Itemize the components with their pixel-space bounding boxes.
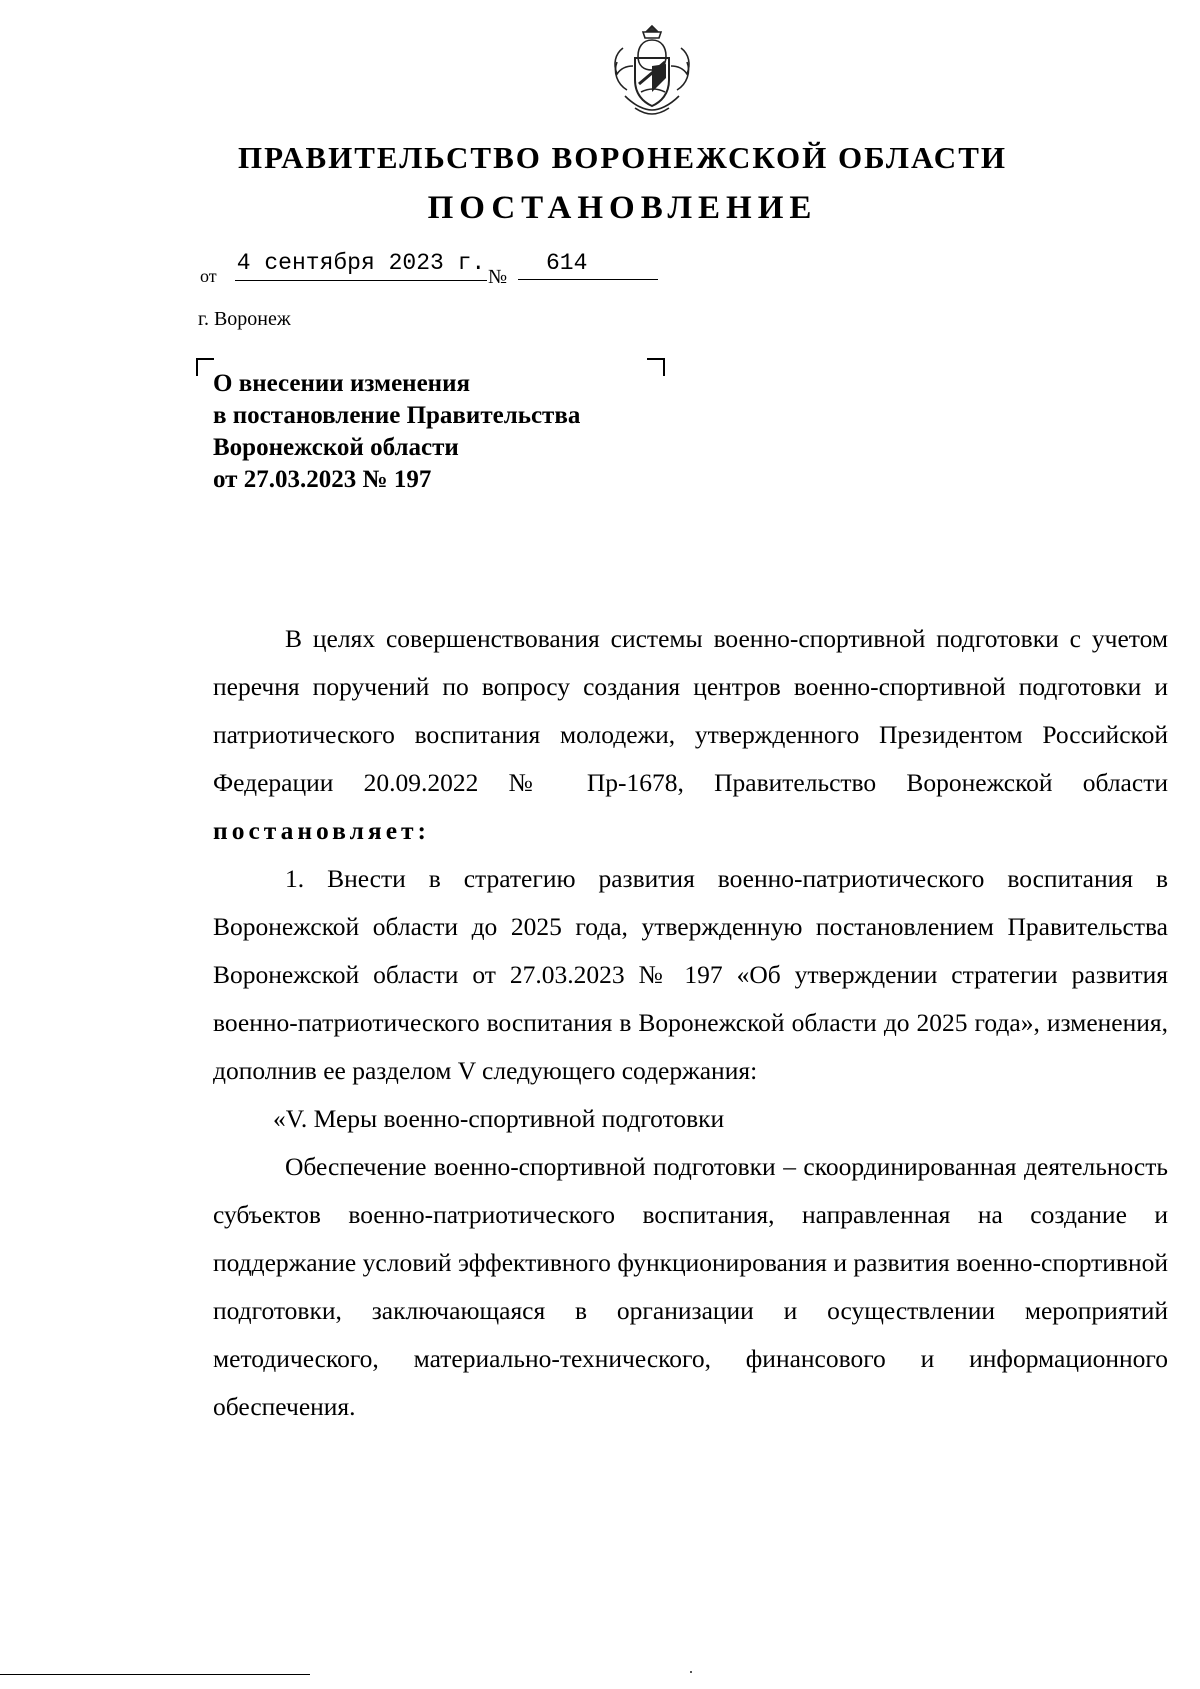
footnote-divider [0, 1674, 310, 1675]
scan-speck [690, 1671, 692, 1673]
document-body [213, 615, 1168, 1431]
subject-line: О внесении изменения [213, 370, 471, 397]
document-number: 614 [518, 250, 658, 280]
decree-word: постановляет: [213, 816, 431, 845]
section-paragraph: Обеспечение военно-спортивной подготовки – скоординированная деятельность субъектов военно-патриотического воспитания, направленная на создание и поддержание условий эффективного функционирования и развития военно-спортивной подготовки, заключающаяся в организации и осуществлении мероприятий методического, материально-технического, финансового и информационного обеспечения. [213, 1152, 1168, 1421]
document-details [200, 252, 660, 292]
section-heading: «V. Меры военно-спортивной подготовки [273, 1104, 725, 1133]
document-subject [213, 368, 673, 496]
organization-title: ПРАВИТЕЛЬСТВО ВОРОНЕЖСКОЙ ОБЛАСТИ [238, 140, 1007, 175]
document-date: 4 сентября 2023 г. [235, 250, 487, 281]
subject-corner-left [196, 358, 214, 376]
document-type: ПОСТАНОВЛЕНИЕ [427, 190, 818, 226]
number-prefix: № [488, 266, 508, 288]
date-prefix: от [200, 266, 217, 286]
subject-line: Воронежской области [213, 434, 459, 461]
city: г. Воронеж [198, 308, 291, 330]
subject-line: в постановление Правительства [213, 402, 581, 429]
intro-text: В целях совершенствования системы военно-спортивной подготовки с учетом перечня поручений по вопросу создания центров военно-спортивной подготовки и патриотического воспитания молодежи, утвержденного Президентом Российской Федерации 20.09.2022 № Пр-1678, Правительство Воронежской области [213, 624, 1168, 797]
item-1-paragraph: 1. Внести в стратегию развития военно-патриотического воспитания в Воронежской области до 2025 года, утвержденную постановлением Правительства Воронежской области от 27.03.2023 № 197 «Об утверждении стратегии развития военно-патриотического воспитания в Воронежской области до 2025 года», изменения, дополнив ее разделом V следующего содержания: [213, 864, 1168, 1085]
intro-paragraph [213, 615, 1168, 855]
coat-of-arms-icon [605, 22, 700, 118]
subject-line: от 27.03.2023 № 197 [213, 466, 432, 493]
